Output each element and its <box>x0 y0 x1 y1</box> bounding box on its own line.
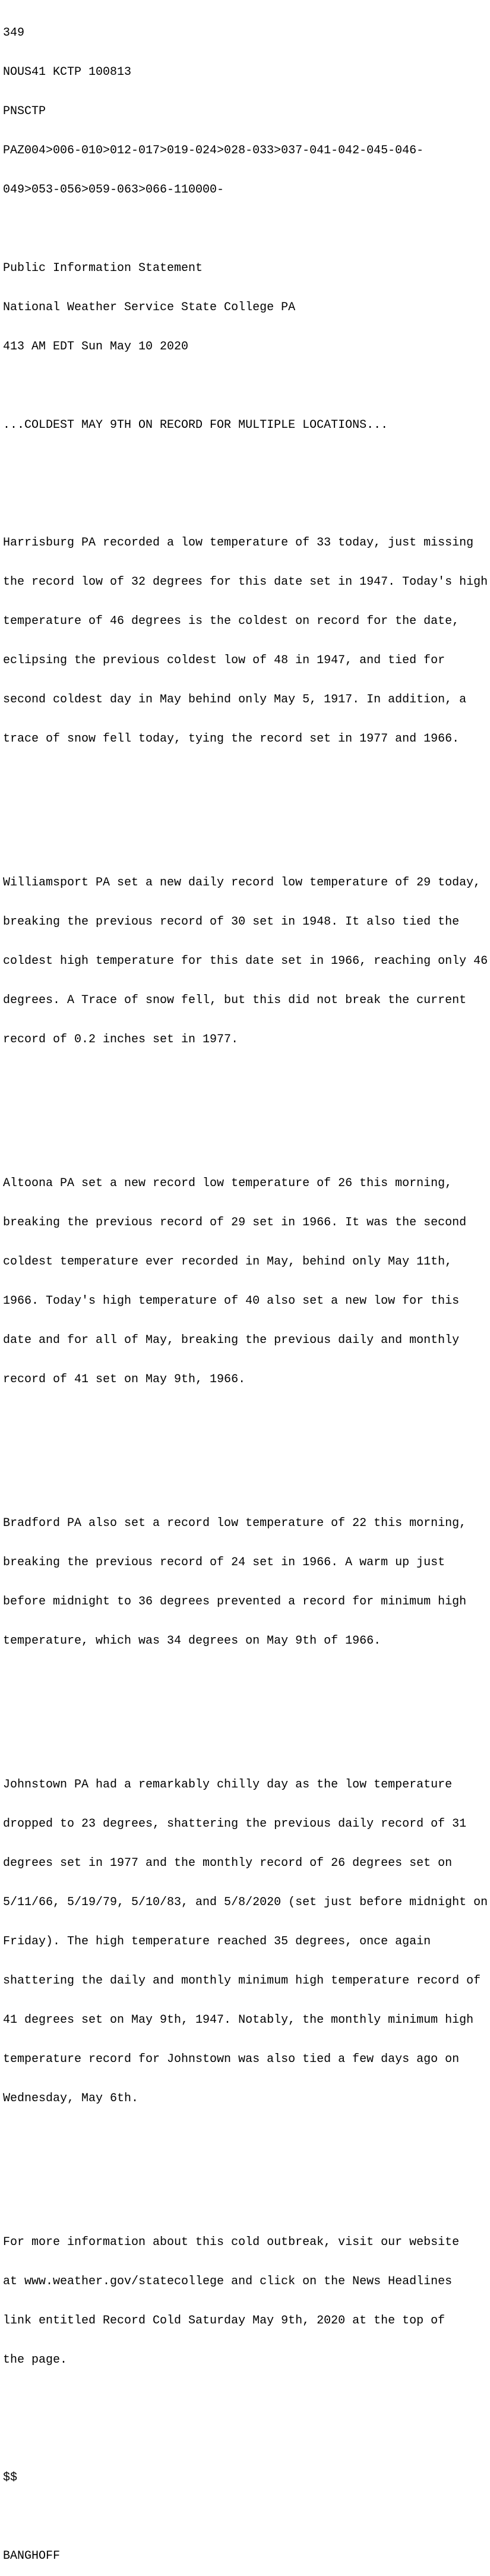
paragraph-line: Altoona PA set a new record low temperature of 26 this morning, <box>3 1177 453 1190</box>
paragraph-williamsport <box>3 850 490 1073</box>
paragraph-bradford <box>3 1491 490 1674</box>
blank-line <box>3 380 490 393</box>
zone-codes-line: PAZ004>006-010>012-017>019-024>028-033>037-041-042-045-046- <box>3 144 424 157</box>
paragraph-line: breaking the previous record of 24 set in 1966. A warm up just <box>3 1556 445 1569</box>
awips-id: PNSCTP <box>3 105 46 118</box>
product-title: Public Information Statement <box>3 261 203 275</box>
paragraph-line: Williamsport PA set a new daily record low temperature of 29 today, <box>3 876 481 890</box>
product-terminator: $$ <box>3 2471 18 2484</box>
blank-line <box>3 1439 490 1452</box>
paragraph-line: 5/11/66, 5/19/79, 5/10/83, and 5/8/2020 (set just before midnight on <box>3 1896 488 1909</box>
blank-line <box>3 2419 490 2432</box>
paragraph-harrisburg <box>3 510 490 772</box>
paragraph-line: degrees. A Trace of snow fell, but this did not break the current <box>3 994 467 1007</box>
paragraph-line: coldest temperature ever recorded in May, behind only May 11th, <box>3 1255 453 1269</box>
blank-line <box>3 2158 490 2171</box>
paragraph-line: record of 41 set on May 9th, 1966. <box>3 1373 246 1386</box>
headline: ...COLDEST MAY 9TH ON RECORD FOR MULTIPLE LOCATIONS... <box>3 418 388 432</box>
issuing-office: National Weather Service State College PA <box>3 301 296 314</box>
paragraph-line: 1966. Today's high temperature of 40 also set a new low for this <box>3 1294 460 1308</box>
paragraph-line: temperature of 46 degrees is the coldest on record for the date, <box>3 614 460 628</box>
paragraph-line: eclipsing the previous coldest low of 48 in 1947, and tied for <box>3 654 445 667</box>
paragraph-line: at www.weather.gov/statecollege and click on the News Headlines <box>3 2275 453 2288</box>
sequence-number: 349 <box>3 26 25 40</box>
paragraph-line: temperature record for Johnstown was also tied a few days ago on <box>3 2052 460 2066</box>
paragraph-johnstown <box>3 1752 490 2132</box>
author-signature: BANGHOFF <box>3 2549 61 2563</box>
paragraph-line: Wednesday, May 6th. <box>3 2092 139 2105</box>
wmo-header: NOUS41 KCTP 100813 <box>3 65 132 79</box>
paragraph-more-info <box>3 2210 490 2393</box>
paragraph-line: record of 0.2 inches set in 1977. <box>3 1033 239 1046</box>
bulletin-document <box>3 1 490 2576</box>
paragraph-line: date and for all of May, breaking the previous daily and monthly <box>3 1333 460 1347</box>
paragraph-line: breaking the previous record of 30 set in 1948. It also tied the <box>3 915 460 929</box>
paragraph-line: the record low of 32 degrees for this date set in 1947. Today's high <box>3 575 488 589</box>
paragraph-line: coldest high temperature for this date set in 1966, reaching only 46 <box>3 954 488 968</box>
paragraph-line: shattering the daily and monthly minimum high temperature record of <box>3 1974 481 1988</box>
paragraph-altoona <box>3 1151 490 1412</box>
paragraph-line: breaking the previous record of 29 set in 1966. It was the second <box>3 1216 467 1229</box>
paragraph-line: Bradford PA also set a record low temperature of 22 this morning, <box>3 1516 467 1530</box>
issue-time: 413 AM EDT Sun May 10 2020 <box>3 340 189 354</box>
paragraph-line: temperature, which was 34 degrees on May 9th of 1966. <box>3 1634 381 1648</box>
blank-line <box>3 458 490 471</box>
blank-line <box>3 798 490 811</box>
paragraph-line: degrees set in 1977 and the monthly record of 26 degrees set on <box>3 1856 453 1870</box>
blank-line <box>3 223 490 236</box>
paragraph-line: 41 degrees set on May 9th, 1947. Notably, the monthly minimum high <box>3 2013 474 2027</box>
paragraph-line: trace of snow fell today, tying the record set in 1977 and 1966. <box>3 732 460 746</box>
blank-line <box>3 1099 490 1112</box>
blank-line <box>3 1700 490 1713</box>
blank-line <box>3 2511 490 2524</box>
paragraph-line: dropped to 23 degrees, shattering the previous daily record of 31 <box>3 1817 467 1831</box>
paragraph-line: the page. <box>3 2353 68 2367</box>
paragraph-line: Harrisburg PA recorded a low temperature of 33 today, just missing <box>3 536 474 550</box>
paragraph-line: link entitled Record Cold Saturday May 9th, 2020 at the top of <box>3 2314 445 2328</box>
zone-codes-line: 049>053-056>059-063>066-110000- <box>3 183 225 197</box>
paragraph-line: Johnstown PA had a remarkably chilly day as the low temperature <box>3 1778 453 1792</box>
paragraph-line: before midnight to 36 degrees prevented a record for minimum high <box>3 1595 467 1609</box>
paragraph-line: For more information about this cold outbreak, visit our website <box>3 2236 460 2249</box>
paragraph-line: second coldest day in May behind only May 5, 1917. In addition, a <box>3 693 467 707</box>
paragraph-line: Friday). The high temperature reached 35 degrees, once again <box>3 1935 431 1948</box>
